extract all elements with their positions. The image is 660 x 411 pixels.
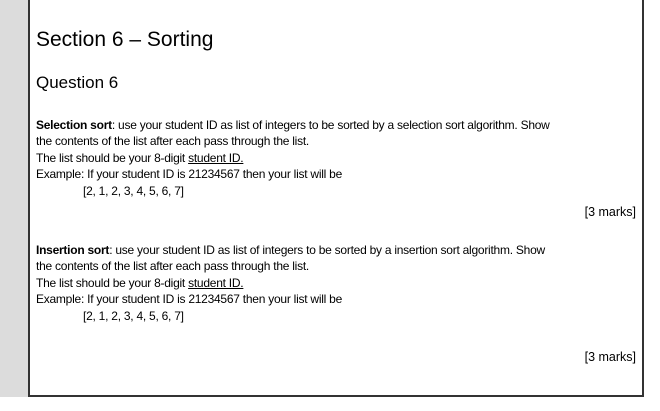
insertion-line2: the contents of the list after each pass through the list. [36, 259, 310, 274]
student-id-underlined: student ID. [188, 150, 244, 165]
selection-marks: [3 marks] [584, 205, 636, 219]
insertion-line3: The list should be your 8-digit [36, 275, 189, 290]
insertion-example-list: [2, 1, 2, 3, 4, 5, 6, 7] [83, 308, 184, 323]
selection-sort-question [36, 117, 550, 199]
question-title: Question 6 [36, 73, 119, 92]
insertion-line1: : use your student ID as list of integers to be sorted by a insertion sort algorithm. Show [109, 243, 545, 257]
selection-line3: The list should be your 8-digit [36, 150, 189, 165]
selection-example-list: [2, 1, 2, 3, 4, 5, 6, 7] [83, 183, 184, 198]
left-margin-strip [0, 0, 28, 397]
insertion-term: Insertion sort [36, 243, 110, 257]
selection-line4: Example: If your student ID is 21234567 then your list will be [36, 167, 343, 182]
selection-term: Selection sort [36, 118, 112, 132]
selection-line2: the contents of the list after each pass through the list. [36, 134, 310, 149]
section-title: Section 6 – Sorting [36, 28, 214, 51]
insertion-sort-question [36, 242, 545, 324]
insertion-marks: [3 marks] [584, 350, 636, 364]
student-id-underlined: student ID. [188, 275, 244, 290]
insertion-line4: Example: If your student ID is 21234567 then your list will be [36, 292, 343, 307]
selection-line1: : use your student ID as list of integers to be sorted by a selection sort algorithm. Show [111, 118, 550, 132]
